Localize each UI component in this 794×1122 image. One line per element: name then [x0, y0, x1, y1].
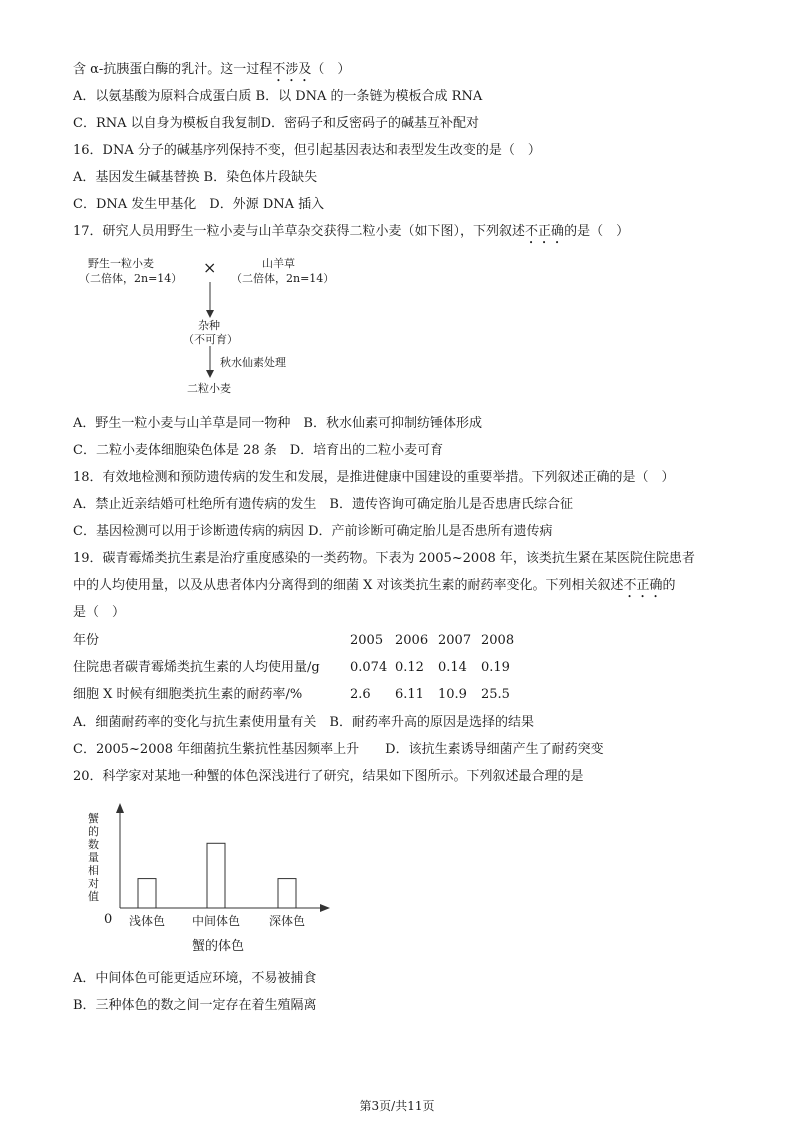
- q15-option-c: C．RNA 以自身为模板自我复制D．密码子和反密码子的碱基互补配对: [73, 116, 480, 131]
- q20-option-b: B．三种体色的数之间一定存在着生殖隔离: [73, 998, 317, 1013]
- q17-option-a: A．野生一粒小麦与山羊草是同一物种 B．秋水仙素可抑制纺锤体形成: [73, 416, 482, 431]
- q19-stem-line3: 是（ ）: [73, 605, 126, 620]
- table-year: 2006: [395, 633, 429, 648]
- q18-option-c: C．基因检测可以用于诊断遗传病的病因 D．产前诊断可确定胎儿是否患所有遗传病: [73, 524, 553, 539]
- table-cell: 0.19: [481, 660, 510, 675]
- q15-stem-text: 含 α-抗胰蛋白酶的乳汁。这一过程: [73, 62, 273, 77]
- table-row-label: 细胞 X 时候有细胞类抗生素的耐药率/%: [73, 687, 303, 702]
- table-header-label: 年份: [73, 633, 100, 648]
- x-tick-label: 中间体色: [191, 914, 241, 928]
- q17-stem-text: 17．研究人员用野生一粒小麦与山羊草杂交获得二粒小麦（如下图），下列叙述: [73, 224, 526, 239]
- bar-2: [278, 879, 296, 908]
- table-cell: 6.11: [395, 687, 424, 702]
- table-year: 2008: [481, 633, 515, 648]
- q16-stem: 16．DNA 分子的碱基序列保持不变，但引起基因表达和表型发生改变的是（ ）: [73, 143, 541, 158]
- parent2-info: （二倍体，2n=14）: [231, 272, 335, 285]
- chart-x-tick-labels: [129, 913, 305, 928]
- hybrid-note: （不可育）: [183, 333, 238, 346]
- table-cell: 0.14: [438, 660, 467, 675]
- q15-option-a: A．以氨基酸为原料合成蛋白质 B．以 DNA 的一条链为模板合成 RNA: [73, 89, 483, 104]
- bar-1: [207, 843, 225, 908]
- table-cell: 25.5: [481, 687, 510, 702]
- table-year: 2007: [438, 633, 472, 648]
- q19-option-c: C．2005~2008 年细菌抗生紫抗性基因频率上升 D．该抗生素诱导细菌产生了耐药突变: [73, 742, 604, 757]
- q17-option-c: C．二粒小麦体细胞染色体是 28 条 D．培育出的二粒小麦可育: [73, 443, 444, 458]
- q20-option-a: A．中间体色可能更适应环境，不易被捕食: [73, 971, 317, 986]
- q15-stem-end: （ ）: [311, 62, 351, 77]
- q19-stem-text: 中的人均使用量，以及从患者体内分离得到的细菌 X 对该类抗生素的耐药率变化。下列相关叙述: [73, 578, 624, 593]
- parent1-name: 野生一粒小麦: [88, 257, 154, 270]
- product-label: 二粒小麦: [187, 382, 231, 395]
- q18-stem: 18．有效地检测和预防遗传病的发生和发展，是推进健康中国建设的重要举措。下列叙述正确的是（ ）: [73, 470, 675, 485]
- q19-stem-line1: 19．碳青霉烯类抗生素是治疗重度感染的一类药物。下表为 2005~2008 年，该类抗生紧在某医院住院患者: [73, 551, 695, 566]
- parent2-name: 山羊草: [262, 257, 295, 270]
- chart-y-label: 蟹的数量相对值: [88, 812, 99, 903]
- table-cell: 10.9: [438, 687, 467, 702]
- hybrid-label: 杂种: [198, 319, 220, 332]
- table-cell: 0.074: [350, 660, 388, 675]
- x-axis-arrow: [320, 904, 330, 912]
- chart-x-label: 蟹的体色: [192, 939, 245, 954]
- table-cell: 2.6: [350, 687, 371, 702]
- y-axis-arrow: [116, 803, 124, 813]
- q19-option-a: A．细菌耐药率的变化与抗生素使用量有关 B．耐药率升高的原因是选择的结果: [73, 715, 534, 730]
- table-cell: 0.12: [395, 660, 424, 675]
- q19-stem-end: 的: [662, 578, 676, 593]
- table-row-label: 住院患者碳青霉烯类抗生素的人均使用量/g: [73, 660, 320, 675]
- q18-option-a: A．禁止近亲结婚可杜绝所有遗传病的发生 B．遗传咨询可确定胎儿是否患唐氏综合征: [73, 497, 573, 512]
- q16-option-c: C．DNA 发生甲基化 D．外源 DNA 插入: [73, 197, 325, 212]
- q15-stem-emphasis: 不涉及: [272, 62, 312, 77]
- treatment-label: 秋水仙素处理: [220, 356, 286, 369]
- parent1-info: （二倍体，2n=14）: [79, 272, 183, 285]
- chart-origin-label: 0: [104, 912, 113, 927]
- bar-0: [138, 879, 156, 908]
- q19-stem-emphasis: 不正确: [623, 578, 663, 593]
- table-year: 2005: [350, 633, 384, 648]
- q17-stem-emphasis: 不正确: [525, 224, 565, 239]
- chart-bars: [138, 843, 296, 908]
- x-tick-label: 深体色: [268, 914, 306, 928]
- page-footer: 第3页/共11页: [359, 1099, 435, 1113]
- q17-stem-end: 的是（ ）: [564, 224, 630, 239]
- x-tick-label: 浅体色: [128, 914, 166, 928]
- q16-option-a: A．基因发生碱基替换 B．染色体片段缺失: [73, 170, 318, 185]
- q20-stem: 20．科学家对某地一种蟹的体色深浅进行了研究，结果如下图所示。下列叙述最合理的是: [73, 769, 584, 784]
- cross-symbol: ×: [203, 258, 217, 277]
